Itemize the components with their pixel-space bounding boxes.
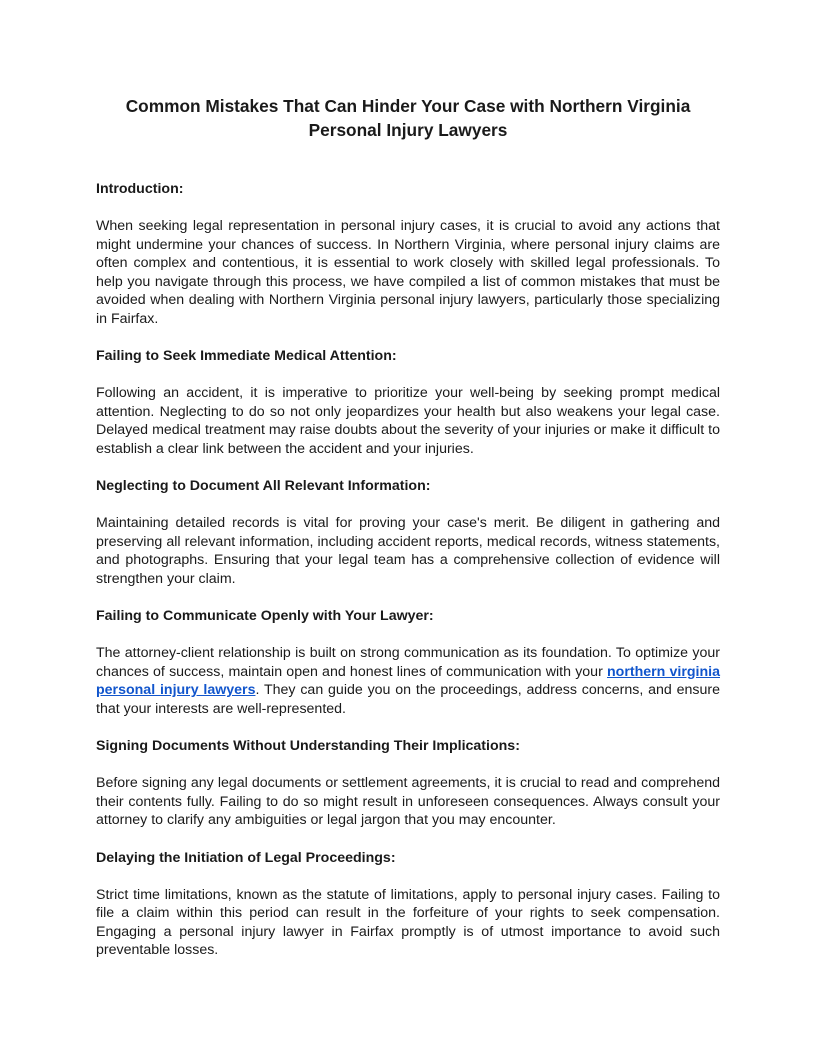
section-heading-document-information: Neglecting to Document All Relevant Information: xyxy=(96,478,431,494)
section-body-introduction: When seeking legal representation in personal injury cases, it is crucial to avoid any actions that might undermine your chances of success. In Northern Virginia, where personal injury claims are often complex and contentious, it is essential to work closely with skilled legal professionals. To help you navigate through this process, we have compiled a list of common mistakes that must be avoided when dealing with Northern Virginia personal injury lawyers, particularly those specializing in Fairfax. xyxy=(96,218,720,327)
section-heading-medical-attention: Failing to Seek Immediate Medical Attention: xyxy=(96,348,397,364)
section-heading-communicate: Failing to Communicate Openly with Your Lawyer: xyxy=(96,608,434,624)
section-heading-delaying-proceedings: Delaying the Initiation of Legal Proceedings: xyxy=(96,849,396,866)
section-body-communicate xyxy=(96,644,720,718)
section-body-document-information: Maintaining detailed records is vital for proving your case's merit. Be diligent in gathering and preserving all relevant information, including accident reports, medical records, witness statements, and photographs. Ensuring that your legal team has a comprehensive collection of evidence will strengthen your claim. xyxy=(96,515,720,587)
section-body-communicate-text-2: . They can guide you on the proceedings, address concerns, and ensure that your interests are well-represented. xyxy=(96,682,720,717)
section-body-signing-documents: Before signing any legal documents or settlement agreements, it is crucial to read and comprehend their contents fully. Failing to do so might result in unforeseen consequences. Always consult your attorney to clarify any ambiguities or legal jargon that you may encounter. xyxy=(96,775,720,828)
northern-virginia-lawyers-link[interactable]: northern virginia personal injury lawyers xyxy=(96,663,720,698)
section-heading-introduction: Introduction: xyxy=(96,181,184,197)
section-body-communicate-text-1: The attorney-client relationship is built on strong communication as its foundation. To optimize your chances of success, maintain open and honest lines of communication with your xyxy=(96,645,720,680)
section-body-medical-attention: Following an accident, it is imperative to prioritize your well-being by seeking prompt medical attention. Neglecting to do so not only jeopardizes your health but also weakens your legal case. Delayed medical treatment may raise doubts about the severity of your injuries or make it difficult to establish a clear link between the accident and your injuries. xyxy=(96,385,720,457)
document-title: Common Mistakes That Can Hinder Your Case with Northern Virginia Personal Injury Lawyers xyxy=(125,96,691,140)
section-body-delaying-proceedings: Strict time limitations, known as the statute of limitations, apply to personal injury cases. Failing to file a claim within this period can result in the forfeiture of your rights to seek compensation. Engaging a personal injury lawyer in Fairfax promptly is of utmost importance to avoid such preventable losses. xyxy=(96,886,720,958)
document-page xyxy=(96,94,720,960)
section-heading-signing-documents: Signing Documents Without Understanding Their Implications: xyxy=(96,738,520,754)
